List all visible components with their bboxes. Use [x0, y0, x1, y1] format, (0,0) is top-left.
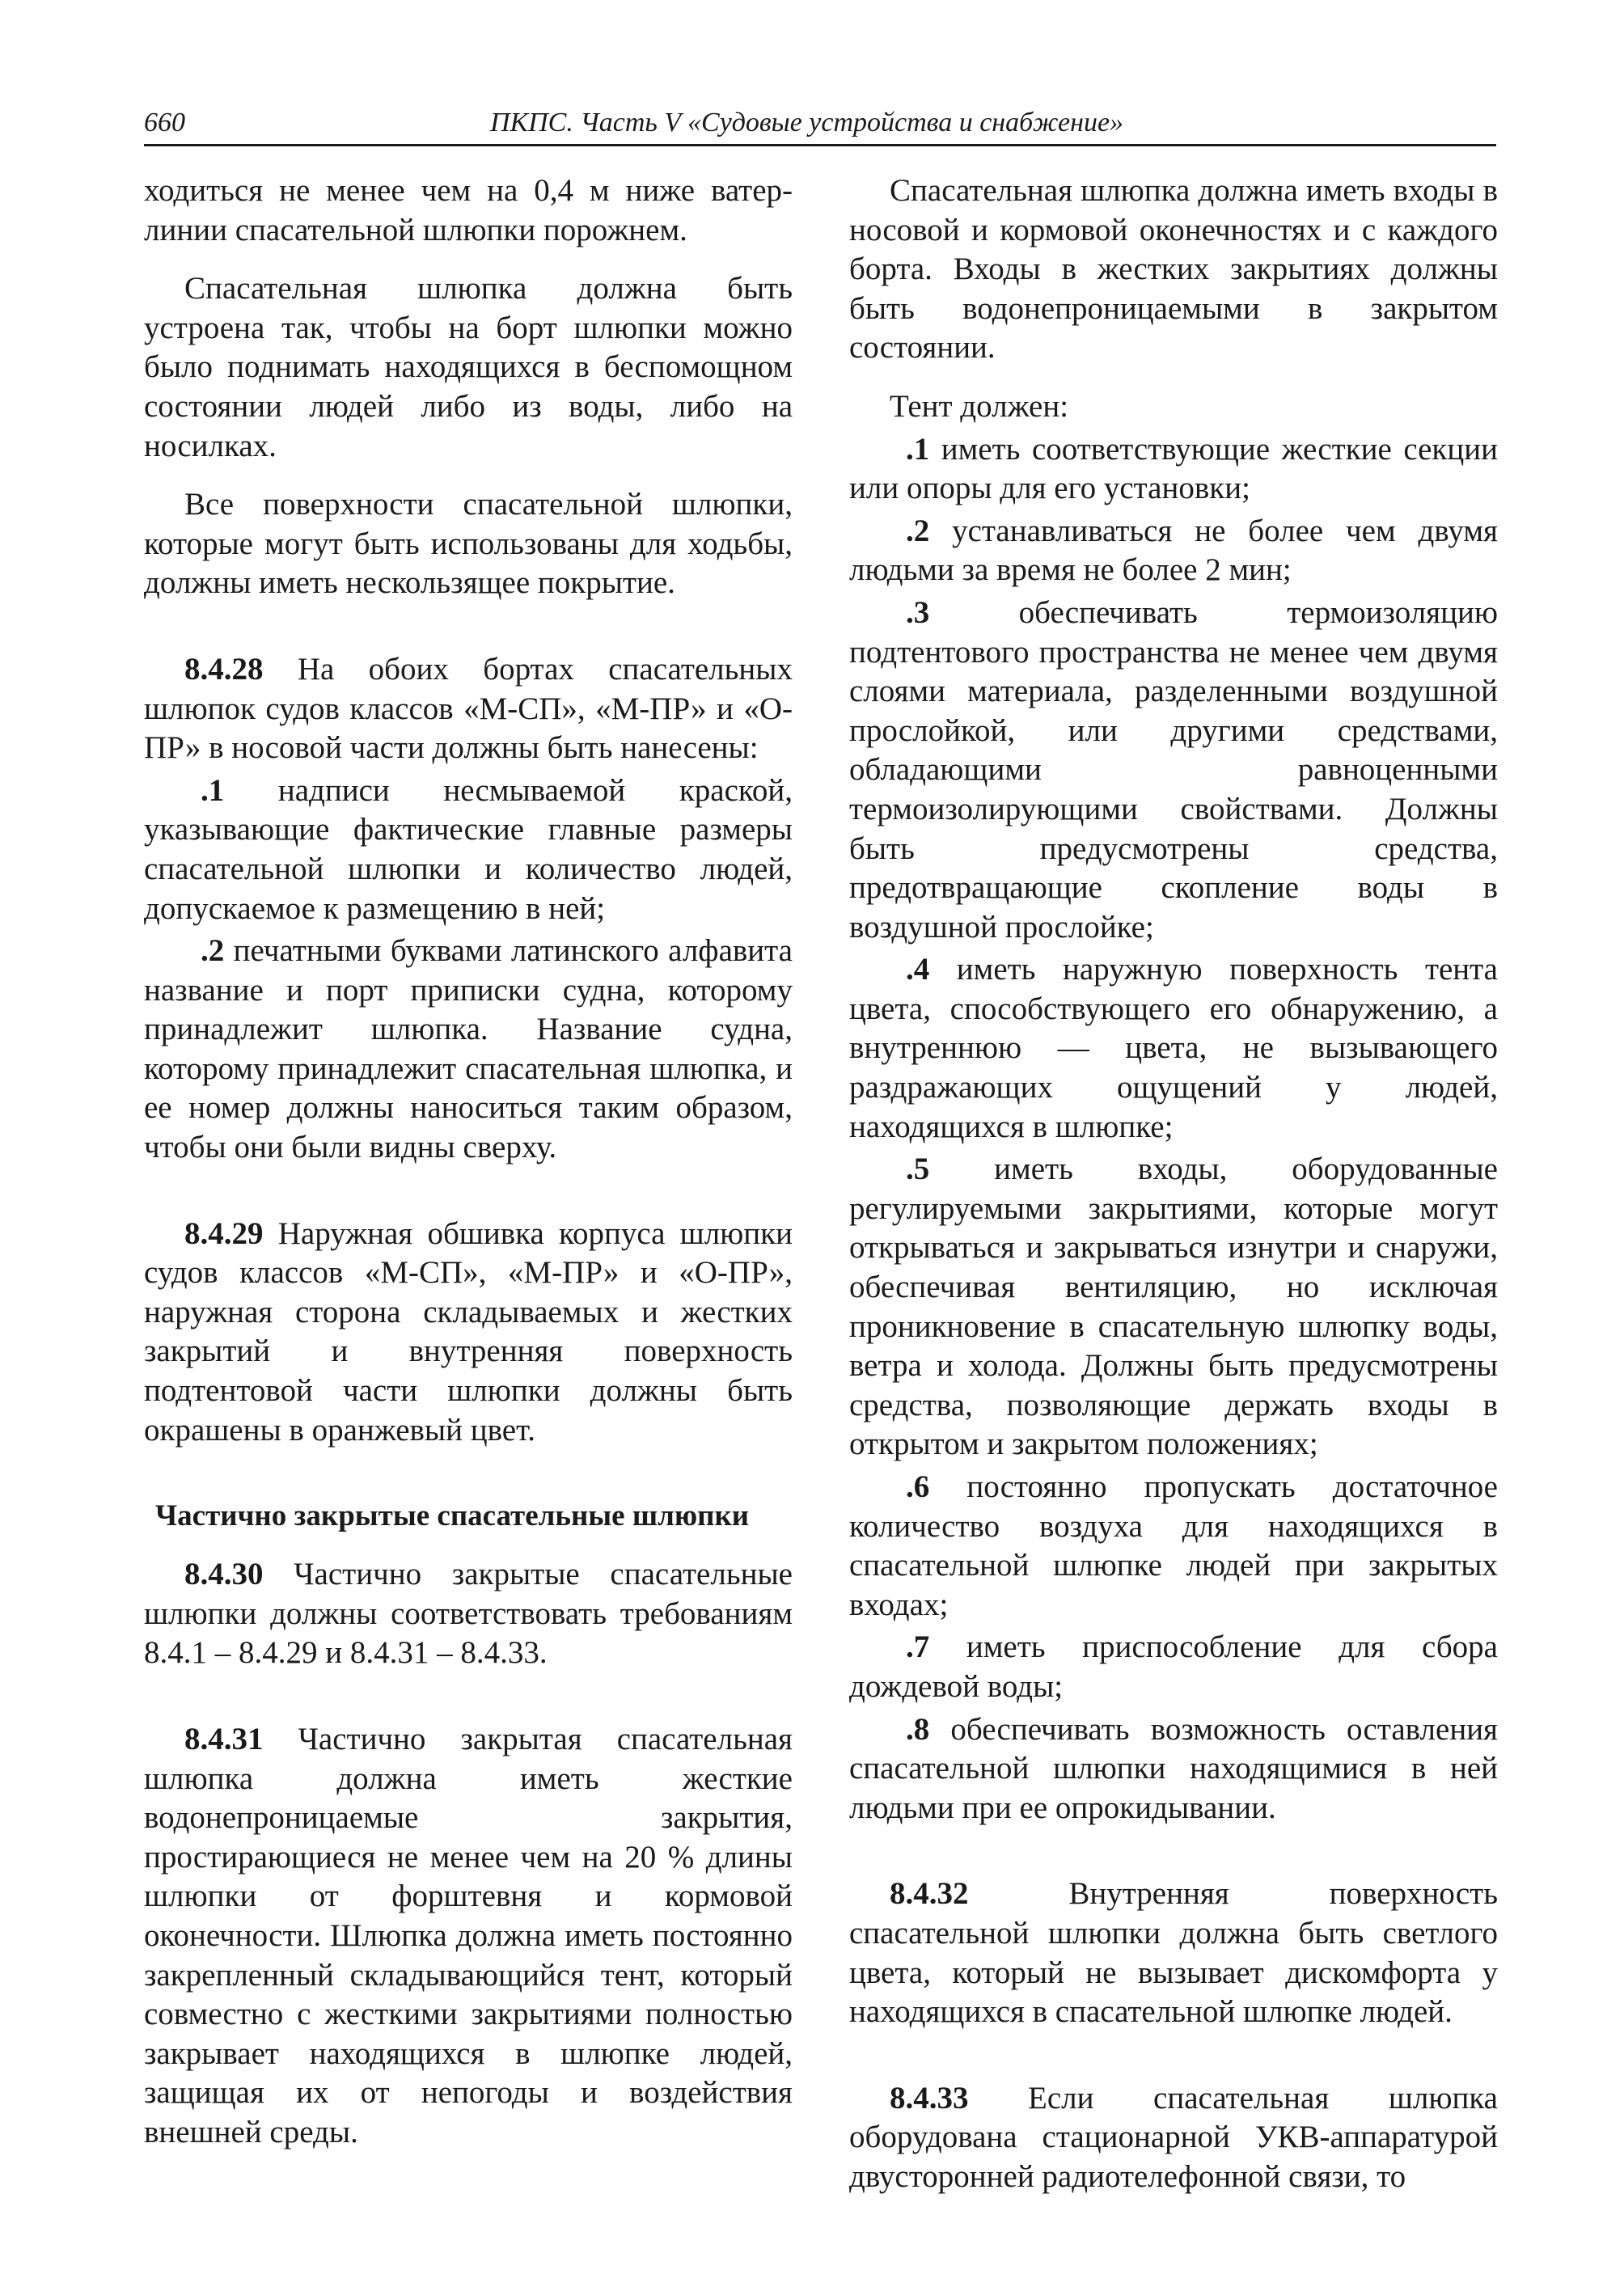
section-text: Если спасательная шлюпка оборудована стационарной УКВ-аппаратурой двусторонней радиотелефонной связи, то: [849, 2080, 1498, 2194]
item-text: иметь соответствующие жесткие секции или опоры для его установки;: [849, 431, 1498, 506]
left-column: [144, 171, 793, 2153]
item-text: печатными буквами латинского алфавита название и порт приписки судна, которому принадлежит шлюпка. Название судна, которому принадлежит спасательная шлюпка, и ее номер должны наноситься таким образом, чтобы они были видны сверху.: [144, 933, 793, 1165]
running-header: [144, 105, 1496, 146]
list-item: [849, 1150, 1498, 1465]
paragraph: Тент должен:: [890, 388, 1069, 424]
section-8-4-31: [144, 1720, 793, 2153]
section-text: Наружная обшивка корпуса шлюпки судов классов «М-СП», «М-ПР» и «О-ПР», наружная сторона складываемых и жестких закрытий и внутренняя поверхность подтентовой части шлюпки должны быть окрашены в оранжевый цвет.: [144, 1215, 793, 1448]
section-8-4-30: [144, 1555, 793, 1673]
item-text: постоянно пропускать достаточное количество воздуха для находящихся в спасательной шлюпке людей при закрытых входах;: [849, 1469, 1498, 1622]
section-text: Частично закрытые спасательные шлюпки должны соответствовать требованиям 8.4.1 – 8.4.29 и 8.4.31 – 8.4.33.: [144, 1557, 793, 1671]
paragraph: ходиться не менее чем на 0,4 м ниже ватер-линии спасательной шлюпки порожнем.: [144, 173, 793, 247]
item-number: .2: [906, 513, 930, 548]
right-column: [849, 171, 1498, 2197]
paragraph: Спасательная шлюпка должна иметь входы в носовой и кормовой оконечностях и с каждого борта. Входы в жестких закрытиях должны быть водонепроницаемыми в закрытом состоянии.: [849, 173, 1498, 366]
item-number: .1: [906, 431, 930, 467]
list-item: [144, 932, 793, 1168]
section-number: 8.4.33: [890, 2080, 969, 2116]
list-item: [849, 430, 1498, 509]
section-heading: Частично закрытые спасательные шлюпки: [155, 1499, 750, 1533]
item-text: иметь приспособление для сбора дождевой воды;: [849, 1629, 1498, 1704]
item-number: .5: [906, 1152, 930, 1187]
item-number: .3: [906, 594, 930, 630]
item-text: иметь наружную поверхность тента цвета, способствующего его обнаружению, а внутреннюю — цвета, не вызывающего раздражающих ощущений у людей, находящихся в шлюпке;: [849, 952, 1498, 1144]
running-title: ПКПС. Часть V «Судовые устройства и снабжение»: [490, 108, 1124, 137]
list-item: [849, 1628, 1498, 1706]
section-number: 8.4.28: [184, 651, 264, 687]
item-number: .6: [906, 1469, 930, 1504]
list-item: [849, 594, 1498, 947]
section-number: 8.4.31: [184, 1722, 264, 1756]
item-text: надписи несмываемой краской, указывающие фактические главные размеры спасательной шлюпки и количество людей, допускаемое к размещению в ней;: [144, 772, 793, 926]
section-8-4-33: [849, 2079, 1498, 2197]
item-number: .1: [201, 772, 225, 808]
section-number: 8.4.32: [890, 1876, 969, 1912]
item-text: обеспечивать термоизоляцию подтентового пространства не менее чем двумя слоями материала, разделенными воздушной прослойкой, или другими средствами, обладающими равноценными термоизолирующими свойствами. Должны быть предусмотрены средства, предотвращающие скопление воды в воздушной прослойке;: [849, 594, 1498, 945]
page-number: 660: [144, 108, 185, 137]
paragraph: Все поверхности спасательной шлюпки, которые могут быть использованы для ходьбы, должны иметь нескользящее покрытие.: [144, 487, 793, 601]
list-item: [849, 512, 1498, 590]
item-number: .8: [906, 1711, 930, 1747]
paragraph: Спасательная шлюпка должна быть устроена так, чтобы на борт шлюпки можно было поднимать находящихся в беспомощном состоянии людей либо из воды, либо на носилках.: [144, 271, 793, 463]
item-text: обеспечивать возможность оставления спасательной шлюпки находящимися в ней людьми при ее опрокидывании.: [849, 1711, 1498, 1825]
section-8-4-28: [144, 650, 793, 768]
item-number: .7: [906, 1629, 930, 1665]
item-number: .2: [201, 933, 225, 969]
list-item: [849, 1710, 1498, 1828]
list-item: [849, 1468, 1498, 1625]
section-8-4-32: [849, 1875, 1498, 2031]
list-item: [849, 950, 1498, 1147]
section-8-4-29: [144, 1215, 793, 1451]
item-text: устанавливаться не более чем двумя людьми за время не более 2 мин;: [849, 513, 1498, 588]
list-item: [144, 771, 793, 928]
item-number: .4: [906, 952, 930, 987]
section-number: 8.4.29: [184, 1215, 264, 1251]
section-text: Частично закрытая спасательная шлюпка должна иметь жесткие водонепроницаемые закрытия, простирающиеся не менее чем на 20 % длины шлюпки от форштевня и кормовой оконечности. Шлюпка должна иметь постоянно закрепленный складывающийся тент, который совместно с жесткими закрытиями полностью закрывает находящихся в шлюпке людей, защищая их от непогоды и воздействия внешней среды.: [144, 1722, 793, 2149]
section-text: Внутренняя поверхность спасательной шлюпки должна быть светлого цвета, который не вызывает дискомфорта у находящихся в спасательной шлюпке людей.: [849, 1876, 1498, 2030]
item-text: иметь входы, оборудованные регулируемыми закрытиями, которые могут открываться и закрываться изнутри и снаружи, обеспечивая вентиляцию, но исключая проникновение в спасательную шлюпку воды, ветра и холода. Должны быть предусмотрены средства, позволяющие держать входы в открытом и закрытом положениях;: [849, 1152, 1498, 1462]
section-number: 8.4.30: [184, 1557, 264, 1592]
section-text: На обоих бортах спасательных шлюпок судов классов «М-СП», «М-ПР» и «О-ПР» в носовой части должны быть нанесены:: [144, 651, 793, 766]
